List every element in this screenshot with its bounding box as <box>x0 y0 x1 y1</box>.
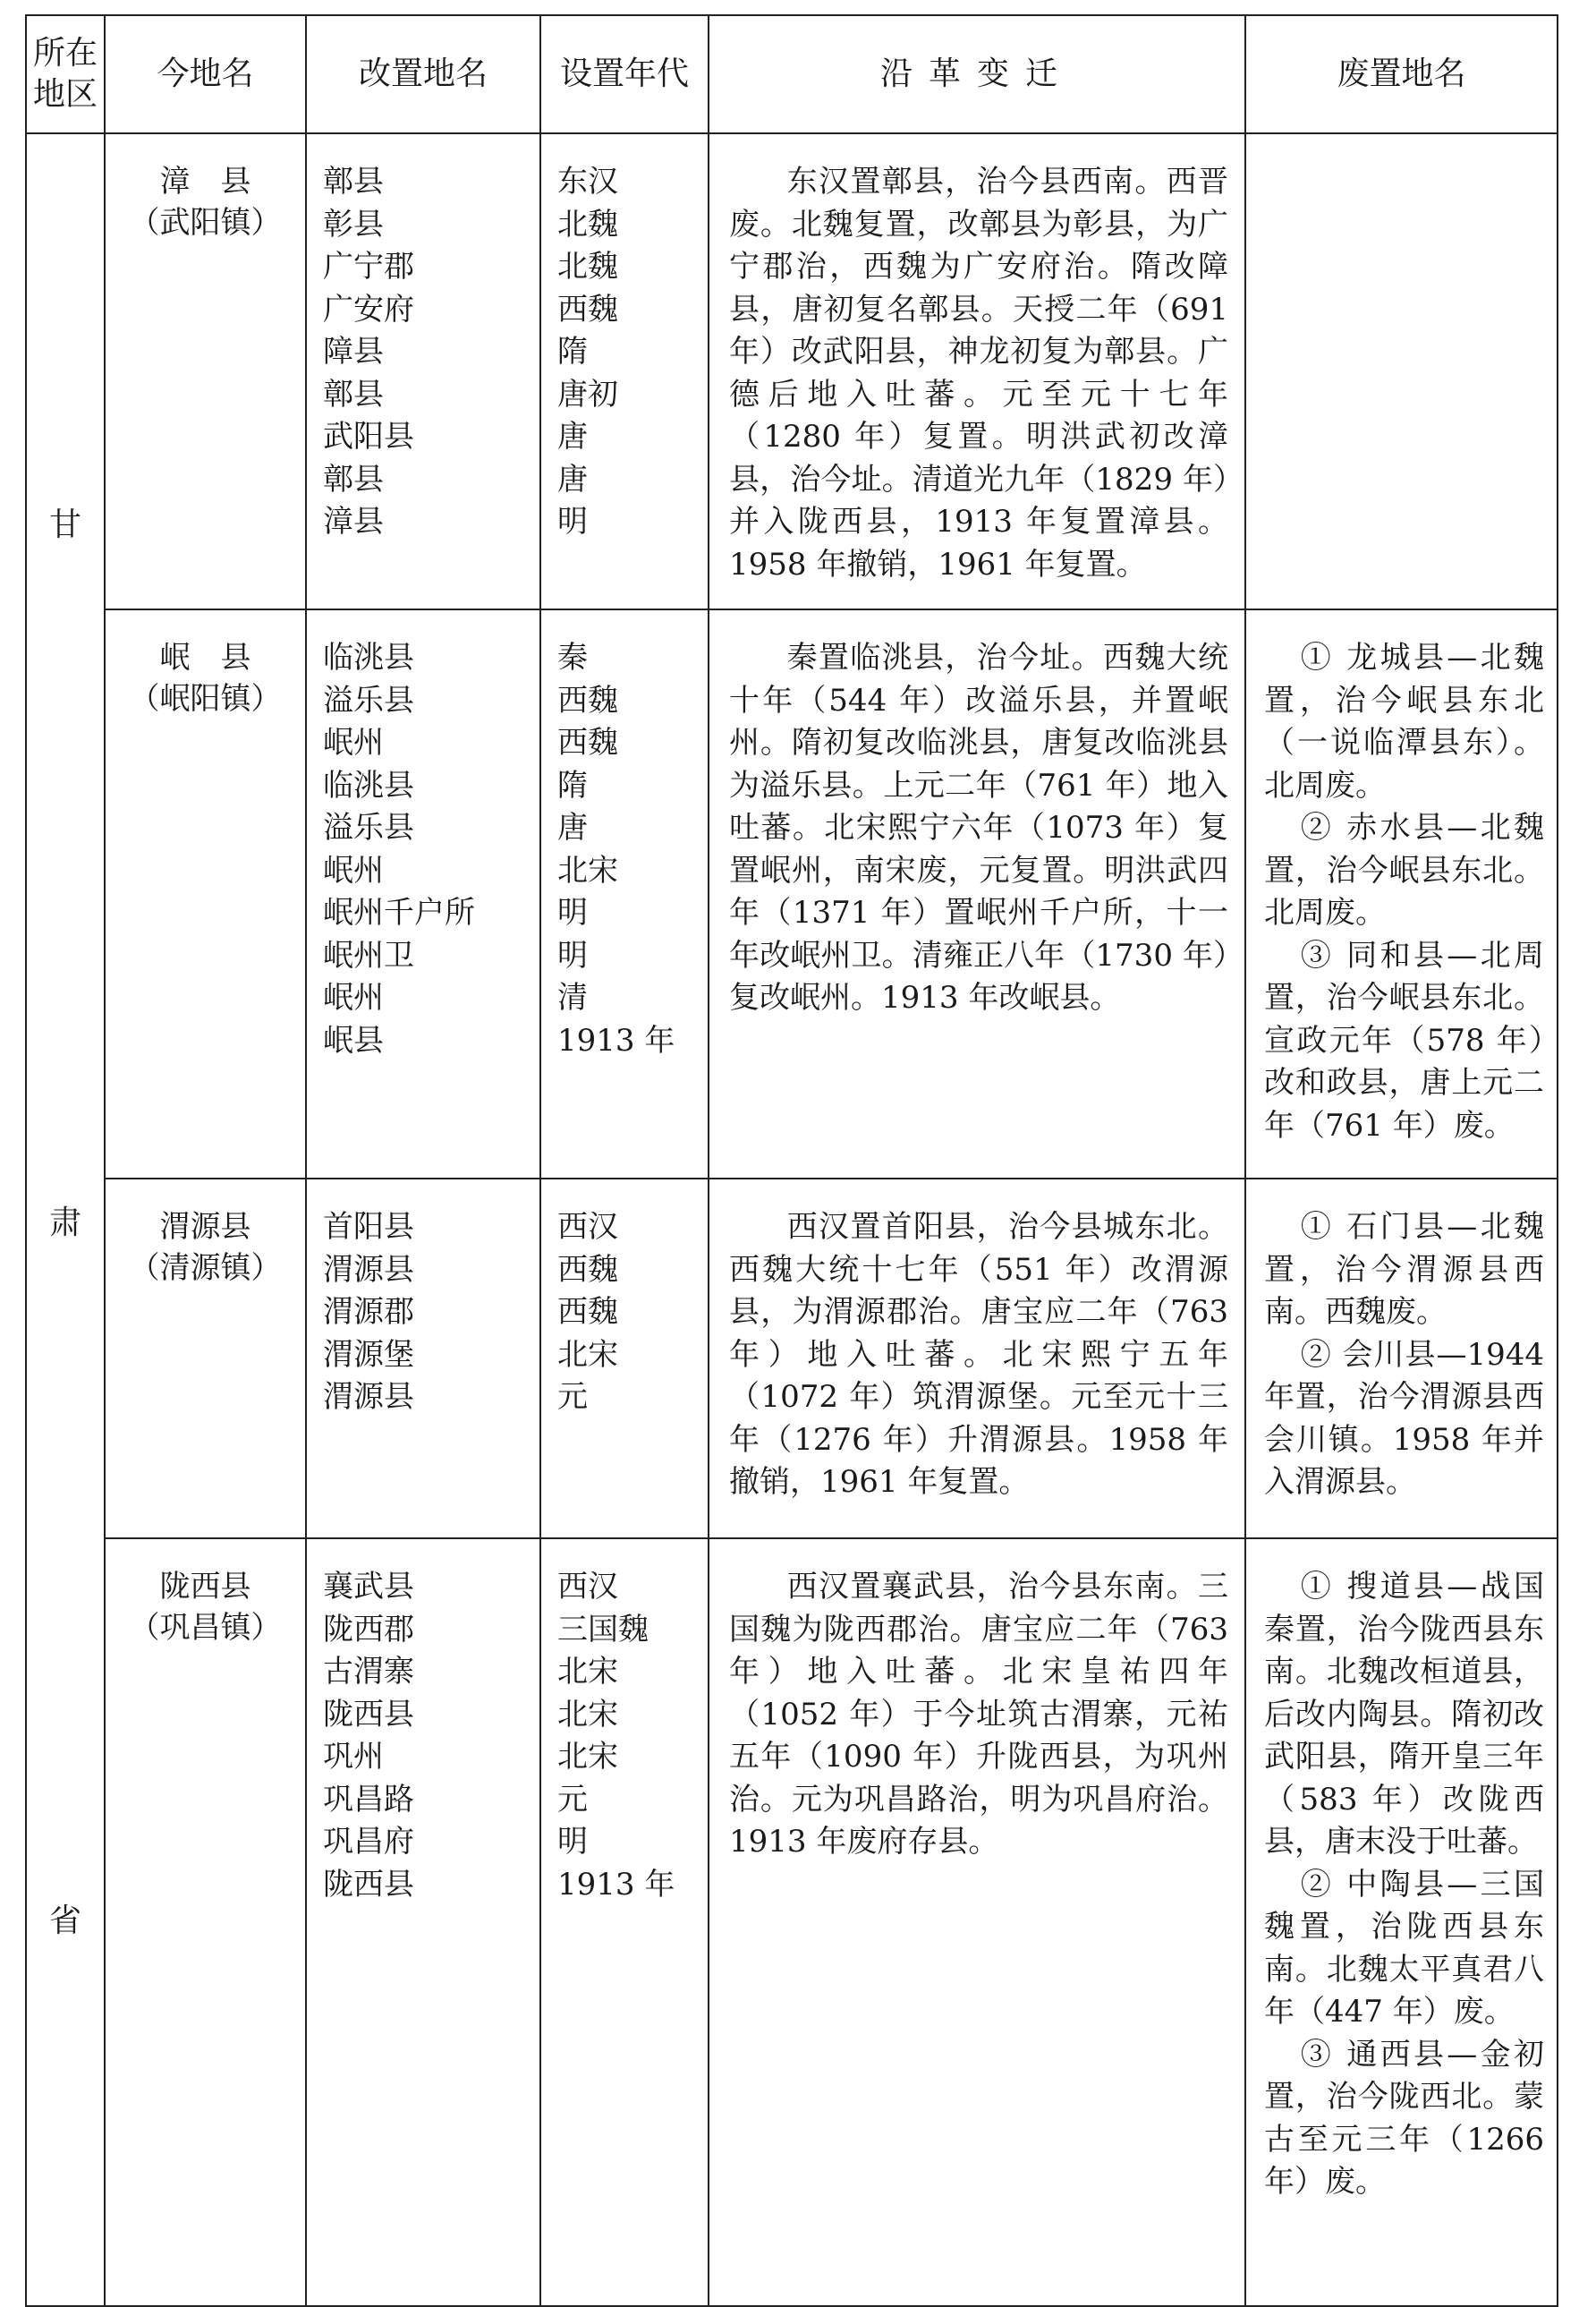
list-item: 溢乐县 <box>323 810 414 846</box>
list-item: 古渭寨 <box>323 1654 414 1690</box>
region-char: 省 <box>48 1902 81 1939</box>
list-item: 武阳县 <box>323 419 414 455</box>
era-cell <box>540 133 709 609</box>
list-item: 北宋 <box>557 1739 618 1775</box>
list-item: 广安府 <box>323 291 414 328</box>
list-item: 鄣县 <box>323 376 384 413</box>
list-item: 明 <box>557 937 588 974</box>
list-item: 唐 <box>557 461 588 498</box>
county-name: 漳 县 <box>159 164 251 200</box>
defunct-entry: ② 会川县—1944 年置，治今渭源县西会川镇。1958 年并入渭源县。 <box>1264 1336 1544 1500</box>
list-item: 渭源县 <box>323 1379 414 1415</box>
county-name: 岷 县 <box>159 640 251 676</box>
list-item: 广宁郡 <box>323 249 414 285</box>
list-item: 隋 <box>557 767 588 804</box>
list-item: 三国魏 <box>557 1611 649 1647</box>
list-item: 首阳县 <box>323 1209 414 1245</box>
list-item: 西魏 <box>557 725 618 761</box>
former-names-cell <box>306 133 540 609</box>
list-item: 明 <box>557 1824 588 1860</box>
county-cell <box>105 1538 306 2306</box>
header-former-names: 改置地名 <box>306 15 540 133</box>
list-item: 西魏 <box>557 1251 618 1288</box>
list-item: 北魏 <box>557 206 618 243</box>
defunct-entry: ① 石门县—北魏置，治今渭源县西南。西魏废。 <box>1264 1209 1544 1330</box>
list-item: 东汉 <box>557 164 618 200</box>
list-item: 陇西郡 <box>323 1611 414 1647</box>
list-item: 隋 <box>557 334 588 370</box>
list-item: 北宋 <box>557 1696 618 1732</box>
county-seat: （清源镇） <box>129 1250 282 1286</box>
defunct-entry: ① 搜道县—战国秦置，治今陇西县东南。北魏改桓道县，后改内陶县。隋初改武阳县，隋开皇三年（583 年）改陇西县，唐末没于吐蕃。 <box>1264 1569 1544 1860</box>
list-item: 岷州 <box>323 852 384 889</box>
list-item: 北宋 <box>557 1336 618 1373</box>
list-item: 岷州 <box>323 725 384 761</box>
list-item: 临洮县 <box>323 640 414 676</box>
list-item: 障县 <box>323 334 384 370</box>
list-item: 襄武县 <box>323 1569 414 1605</box>
history-cell: 东汉置鄣县，治今县西南。西晋废。北魏复置，改鄣县为彰县，为广宁郡治，西魏为广安府治。隋改障县，唐初复名鄣县。天授二年（691 年）改武阳县，神龙初复为鄣县。广德后地入吐蕃。元至元十七年（1280 年）复置。明洪武初改漳县，治今址。清道光九年（1829 年）并入陇西县，1913 年复置漳县。1958 年撤销，1961 年复置。 <box>709 133 1245 609</box>
former-names-cell <box>306 1179 540 1538</box>
region-char: 甘 <box>48 506 81 543</box>
header-era: 设置年代 <box>540 15 709 133</box>
list-item: 巩昌路 <box>323 1781 414 1818</box>
former-names-cell <box>306 1538 540 2306</box>
list-item: 西汉 <box>557 1569 618 1605</box>
region-char: 肃 <box>48 1204 81 1241</box>
former-names-cell <box>306 609 540 1179</box>
list-item: 西魏 <box>557 682 618 719</box>
list-item: 岷州卫 <box>323 937 414 974</box>
list-item: 渭源堡 <box>323 1336 414 1373</box>
county-name: 陇西县 <box>159 1569 251 1605</box>
list-item: 元 <box>557 1379 588 1415</box>
county-cell <box>105 609 306 1179</box>
list-item: 岷县 <box>323 1022 384 1059</box>
list-item: 鄣县 <box>323 461 384 498</box>
table-row <box>26 1179 1558 1538</box>
defunct-entry: ③ 通西县—金初置，治今陇西北。蒙古至元三年（1266 年）废。 <box>1264 2036 1544 2200</box>
list-item: 元 <box>557 1781 588 1818</box>
list-item: 岷州千户所 <box>323 895 475 931</box>
county-cell <box>105 1179 306 1538</box>
era-cell <box>540 609 709 1179</box>
table-row <box>26 609 1558 1179</box>
defunct-cell <box>1245 133 1558 609</box>
history-table <box>25 14 1558 2307</box>
defunct-entry: ② 中陶县—三国魏置，治陇西县东南。北魏太平真君八年（447 年）废。 <box>1264 1866 1544 2030</box>
list-item: 西汉 <box>557 1209 618 1245</box>
county-seat: （巩昌镇） <box>129 1610 282 1646</box>
list-item: 唐初 <box>557 376 618 413</box>
list-item: 巩昌府 <box>323 1824 414 1860</box>
list-item: 鄣县 <box>323 164 384 200</box>
history-cell: 西汉置首阳县，治今县城东北。西魏大统十七年（551 年）改渭源县，为渭源郡治。唐宝应二年（763 年）地入吐蕃。北宋熙宁五年（1072 年）筑渭源堡。元至元十三年（1276 年）升渭源县。1958 年撤销，1961 年复置。 <box>709 1179 1245 1538</box>
list-item: 岷州 <box>323 980 384 1016</box>
list-item: 陇西县 <box>323 1696 414 1732</box>
list-item: 唐 <box>557 810 588 846</box>
defunct-cell <box>1245 609 1558 1179</box>
list-item: 巩州 <box>323 1739 384 1775</box>
list-item: 西魏 <box>557 291 618 328</box>
list-item: 明 <box>557 504 588 540</box>
county-seat: （岷阳镇） <box>129 681 282 717</box>
defunct-entry: ③ 同和县—北周置，治今岷县东北。宣政元年（578 年）改和政县，唐上元二年（761 年）废。 <box>1264 937 1544 1144</box>
header-region: 所在地区 <box>26 15 105 133</box>
list-item: 秦 <box>557 640 588 676</box>
list-item: 陇西县 <box>323 1866 414 1903</box>
list-item: 明 <box>557 895 588 931</box>
defunct-cell <box>1245 1179 1558 1538</box>
list-item: 北魏 <box>557 249 618 285</box>
list-item: 1913 年 <box>557 1022 675 1059</box>
list-item: 北宋 <box>557 852 618 889</box>
list-item: 漳县 <box>323 504 384 540</box>
list-item: 溢乐县 <box>323 682 414 719</box>
county-seat: （武阳镇） <box>129 205 282 241</box>
header-history: 沿革变迁 <box>709 15 1245 133</box>
table-row <box>26 133 1558 609</box>
defunct-cell <box>1245 1538 1558 2306</box>
defunct-entry: ① 龙城县—北魏置，治今岷县东北（一说临潭县东）。北周废。 <box>1264 640 1544 804</box>
table-row <box>26 1538 1558 2306</box>
list-item: 北宋 <box>557 1654 618 1690</box>
list-item: 临洮县 <box>323 767 414 804</box>
header-county: 今地名 <box>105 15 306 133</box>
county-name: 渭源县 <box>159 1209 251 1245</box>
list-item: 西魏 <box>557 1294 618 1330</box>
list-item: 渭源县 <box>323 1251 414 1288</box>
region-cell <box>26 133 105 2306</box>
era-cell <box>540 1538 709 2306</box>
county-cell <box>105 133 306 609</box>
history-cell: 西汉置襄武县，治今县东南。三国魏为陇西郡治。唐宝应二年（763 年）地入吐蕃。北宋皇祐四年（1052 年）于今址筑古渭寨，元祐五年（1090 年）升陇西县，为巩州治。元为巩昌路治，明为巩昌府治。1913 年废府存县。 <box>709 1538 1245 2306</box>
header-row <box>26 15 1558 133</box>
list-item: 彰县 <box>323 206 384 243</box>
list-item: 1913 年 <box>557 1866 675 1903</box>
era-cell <box>540 1179 709 1538</box>
defunct-entry: ② 赤水县—北魏置，治今岷县东北。北周废。 <box>1264 810 1544 931</box>
list-item: 渭源郡 <box>323 1294 414 1330</box>
list-item: 唐 <box>557 419 588 455</box>
history-cell: 秦置临洮县，治今址。西魏大统十年（544 年）改溢乐县，并置岷州。隋初复改临洮县，唐复改临洮县为溢乐县。上元二年（761 年）地入吐蕃。北宋熙宁六年（1073 年）复置岷州，南宋废，元复置。明洪武四年（1371 年）置岷州千户所，十一年改岷州卫。清雍正八年（1730 年）复改岷州。1913 年改岷县。 <box>709 609 1245 1179</box>
header-defunct: 废置地名 <box>1245 15 1558 133</box>
list-item: 清 <box>557 980 588 1016</box>
